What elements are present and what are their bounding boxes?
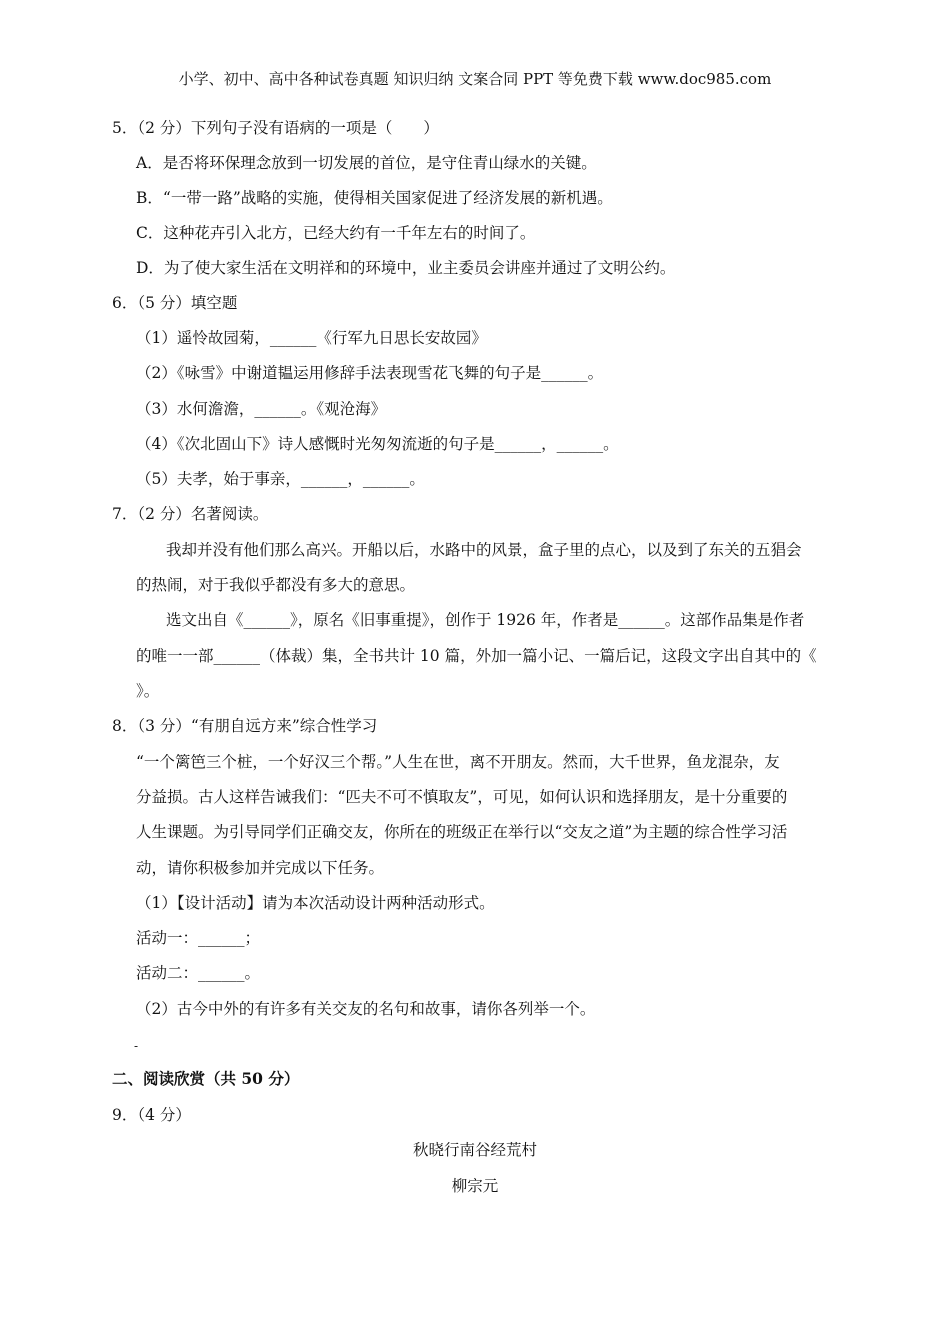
poem-title: 秋晓行南谷经荒村: [412, 1141, 537, 1159]
q7-passage-line-2: 的热闹，对于我似乎都没有多大的意思。: [136, 576, 416, 594]
page-header: 小学、初中、高中各种试卷真题 知识归纳 文案合同 PPT 等免费下载 www.doc985.com: [178, 70, 772, 88]
q8-title: 8．（3 分）“有朋自远方来”综合性学习: [112, 717, 378, 735]
q7-question-line-1: 选文出自《______》，原名《旧事重提》，创作于 1926 年，作者是______。这部作品集是作者: [166, 611, 805, 629]
q5-title: 5．（2 分）下列句子没有语病的一项是（ ）: [112, 119, 439, 137]
q6-title: 6．（5 分）填空题: [112, 294, 238, 312]
q5-option-a: A．是否将环保理念放到一切发展的首位，是守住青山绿水的关键。: [136, 154, 597, 172]
q6-item-3: （3）水何澹澹，______。《观沧海》: [136, 400, 387, 418]
section-2-heading: 二、阅读欣赏（共 50 分）: [112, 1069, 300, 1088]
q5-option-d: D．为了使大家生活在文明祥和的环境中，业主委员会讲座并通过了文明公约。: [136, 259, 676, 277]
q6-item-5: （5）夫孝，始于事亲，______，______。: [136, 470, 425, 488]
q8-task-2: （2）古今中外的有许多有关交友的名句和故事，请你各列举一个。: [136, 1000, 596, 1018]
q8-task-1: （1）【设计活动】请为本次活动设计两种活动形式。: [136, 894, 495, 912]
q8-line-4: 动，请你积极参加并完成以下任务。: [136, 859, 385, 877]
q7-question-line-2: 的唯一一部______（体裁）集，全书共计 10 篇，外加一篇小记、一篇后记，这段文字出自其中的《: [136, 647, 817, 665]
q5-option-b: B．“一带一路”战略的实施，使得相关国家促进了经济发展的新机遇。: [136, 189, 613, 207]
q7-title: 7．（2 分）名著阅读。: [112, 505, 269, 523]
q6-item-2: （2）《咏雪》中谢道韫运用修辞手法表现雪花飞舞的句子是______。: [136, 364, 604, 382]
q8-activity-1: 活动一：______；: [136, 929, 261, 947]
q5-option-c: C．这种花卉引入北方，已经大约有一千年左右的时间了。: [136, 224, 536, 242]
q7-passage-line-1: 我却并没有他们那么高兴。开船以后，水路中的风景，盒子里的点心，以及到了东关的五猖会: [166, 541, 802, 559]
q6-item-1: （1）遥怜故园菊，______《行军九日思长安故园》: [136, 329, 487, 347]
dash-mark: -: [134, 1039, 139, 1053]
q8-activity-2: 活动二：______。: [136, 964, 261, 982]
q8-line-2: 分益损。古人这样告诫我们：“匹夫不可不慎取友”，可见，如何认识和选择朋友，是十分重要的: [136, 788, 788, 806]
q7-question-line-3: 》。: [136, 682, 160, 700]
q8-line-3: 人生课题。为引导同学们正确交友，你所在的班级正在举行以“交友之道”为主题的综合性学习活: [136, 823, 788, 841]
poem-author: 柳宗元: [451, 1177, 499, 1195]
q9-title: 9．（4 分）: [112, 1106, 191, 1124]
q6-item-4: （4）《次北固山下》诗人感慨时光匆匆流逝的句子是______，______。: [136, 435, 619, 453]
q8-line-1: “一个篱笆三个桩，一个好汉三个帮。”人生在世，离不开朋友。然而，大千世界，鱼龙混杂，友: [136, 753, 780, 771]
